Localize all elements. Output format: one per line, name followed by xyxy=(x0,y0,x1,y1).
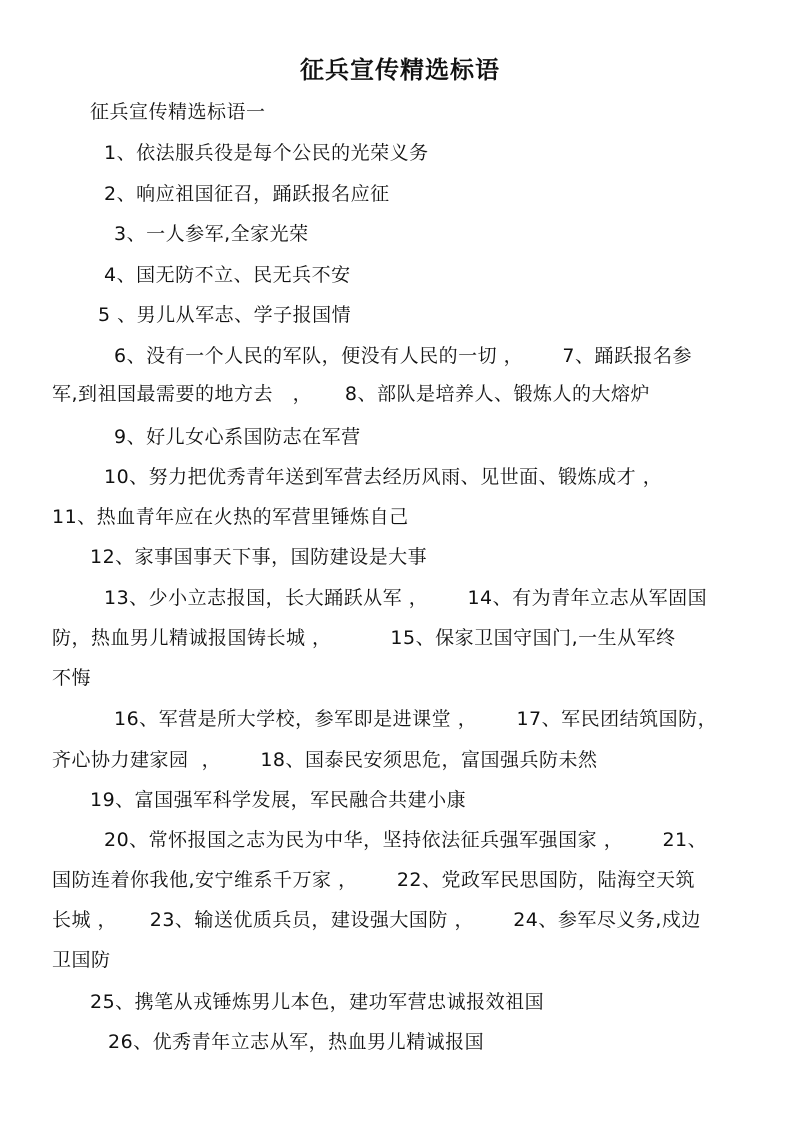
slogan-line: 2、响应祖国征召，踊跃报名应征 xyxy=(104,183,390,205)
slogan-line: 16、军营是所大学校，参军即是进课堂 ， 17、军民团结筑国防， xyxy=(114,708,718,730)
slogan-line: 19、富国强军科学发展，军民融合共建小康 xyxy=(90,789,467,811)
slogan-line: 1、依法服兵役是每个公民的光荣义务 xyxy=(104,142,429,164)
slogan-line: 5 、男儿从军志、学子报国情 xyxy=(98,304,352,326)
slogan-line: 军,到祖国最需要的地方去 ， 8、部队是培养人、锻炼人的大熔炉 xyxy=(52,383,650,405)
slogan-line: 20、常怀报国之志为民为中华，坚持依法征兵强军强国家 ， 21、 xyxy=(104,829,708,851)
slogan-line: 25、携笔从戎锤炼男儿本色，建功军营忠诚报效祖国 xyxy=(90,991,545,1013)
slogan-line: 卫国防 xyxy=(52,949,111,971)
slogan-line: 长城 ， 23、输送优质兵员，建设强大国防 ， 24、参军尽义务,戍边 xyxy=(52,909,701,931)
slogan-line: 国防连着你我他,安宁维系千万家 ， 22、党政军民思国防，陆海空天筑 xyxy=(52,869,695,891)
slogan-line: 26、优秀青年立志从军，热血男儿精诚报国 xyxy=(108,1031,485,1053)
slogan-line: 4、国无防不立、民无兵不安 xyxy=(104,264,351,286)
slogan-line: 不悔 xyxy=(52,667,92,689)
slogan-line: 10、努力把优秀青年送到军营去经历风雨、见世面、锻炼成才 ， xyxy=(104,466,663,488)
slogan-line: 防，热血男儿精诚报国铸长城 ， 15、保家卫国守国门,一生从军终 xyxy=(52,627,676,649)
slogan-line: 3、一人参军,全家光荣 xyxy=(114,223,309,245)
slogan-line: 11、热血青年应在火热的军营里锤炼自己 xyxy=(52,506,409,528)
slogan-line: 9、好儿女心系国防志在军营 xyxy=(114,426,361,448)
slogan-line: 12、家事国事天下事，国防建设是大事 xyxy=(90,546,428,568)
slogan-line: 13、少小立志报国，长大踊跃从军 ， 14、有为青年立志从军固国 xyxy=(104,587,708,609)
slogan-line: 齐心协力建家园 ， 18、国泰民安须思危，富国强兵防未然 xyxy=(52,749,598,771)
slogan-line: 6、没有一个人民的军队，便没有人民的一切 ， 7、踊跃报名参 xyxy=(114,345,692,367)
section-heading: 征兵宣传精选标语一 xyxy=(90,101,266,123)
page-title: 征兵宣传精选标语 xyxy=(300,56,500,84)
